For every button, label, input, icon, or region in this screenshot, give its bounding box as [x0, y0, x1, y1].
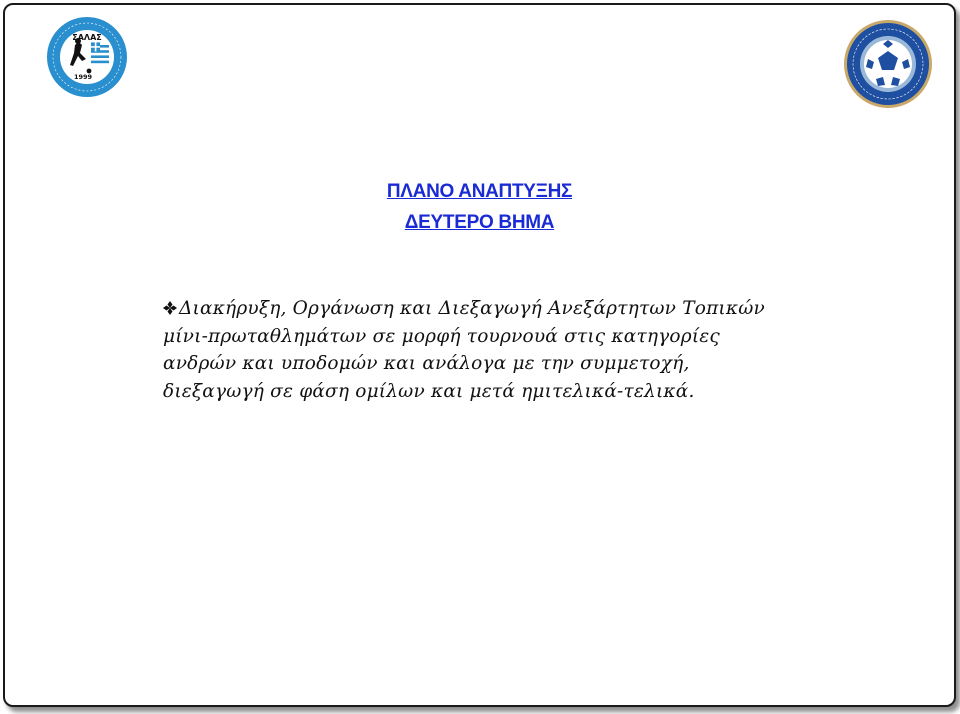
salas-logo-year: 1999	[73, 73, 93, 81]
diamond-bullet-icon	[163, 301, 177, 315]
salas-logo	[45, 15, 129, 99]
bullet-line-1	[163, 295, 823, 323]
page-subtitle: ΔΕΥΤΕΡΟ ΒΗΜΑ	[404, 212, 555, 233]
body-line: μίνι-πρωταθλημάτων σε μορφή τουρνουά στις κατηγορίες	[163, 325, 720, 347]
body-line: Διακήρυξη, Οργάνωση και Διεξαγωγή Ανεξάρτητων Τοπικών	[179, 298, 765, 319]
bullet-paragraph	[163, 295, 823, 405]
page-title: ΠΛΑΝΟ ΑΝΑΠΤΥΞΗΣ	[386, 181, 573, 202]
body-line: ανδρών και υποδομών και ανάλογα με την συμμετοχή,	[163, 353, 690, 374]
salas-logo-text: ΣΑΛΑΣ	[72, 33, 102, 42]
slide	[3, 3, 956, 707]
body-line: διεξαγωγή σε φάση ομίλων και μετά ημιτελικά-τελικά.	[163, 380, 695, 402]
epo-logo	[843, 19, 933, 109]
